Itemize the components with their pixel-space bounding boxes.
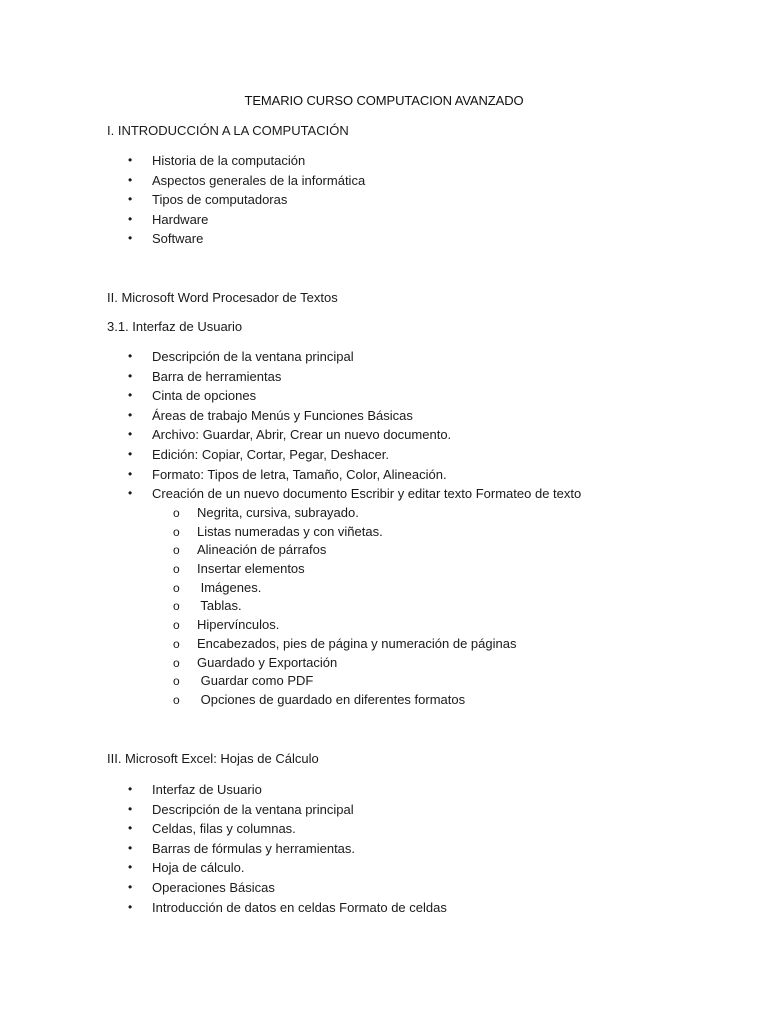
section-heading-1: I. INTRODUCCIÓN A LA COMPUTACIÓN <box>107 123 349 138</box>
bullet-icon: • <box>128 879 133 894</box>
list-item: • Creación de un nuevo documento Escribir y editar texto Formateo de texto <box>0 484 700 504</box>
sublist-item: o Insertar elementos <box>0 560 700 579</box>
bullet-icon: • <box>128 466 133 481</box>
circle-bullet-icon: o <box>173 655 180 670</box>
circle-bullet-icon: o <box>173 543 180 558</box>
section-1-list <box>0 151 700 249</box>
list-item: • Archivo: Guardar, Abrir, Crear un nuevo documento. <box>0 425 700 445</box>
list-item: • Barra de herramientas <box>0 367 700 387</box>
bullet-icon: • <box>128 172 133 187</box>
sublist-item: o Listas numeradas y con viñetas. <box>0 523 700 542</box>
list-item: • Historia de la computación <box>0 151 700 171</box>
sublist-item: o Negrita, cursiva, subrayado. <box>0 504 700 523</box>
circle-bullet-icon: o <box>173 674 180 689</box>
list-item: • Introducción de datos en celdas Formato de celdas <box>0 898 700 918</box>
list-item: • Hoja de cálculo. <box>0 858 700 878</box>
section-heading-3: III. Microsoft Excel: Hojas de Cálculo <box>107 751 319 766</box>
list-item: • Celdas, filas y columnas. <box>0 819 700 839</box>
sublist-item: o Guardado y Exportación <box>0 654 700 673</box>
bullet-icon: • <box>128 368 133 383</box>
circle-bullet-icon: o <box>173 562 180 577</box>
circle-bullet-icon: o <box>173 599 180 614</box>
list-item: • Edición: Copiar, Cortar, Pegar, Deshacer. <box>0 445 700 465</box>
list-item: • Hardware <box>0 210 700 230</box>
list-item: • Operaciones Básicas <box>0 878 700 898</box>
bullet-icon: • <box>128 840 133 855</box>
list-item: • Formato: Tipos de letra, Tamaño, Color, Alineación. <box>0 465 700 485</box>
section-3-list <box>0 780 700 917</box>
section-2-sublist <box>0 504 700 710</box>
list-item: • Software <box>0 229 700 249</box>
list-item: • Áreas de trabajo Menús y Funciones Básicas <box>0 406 700 426</box>
bullet-icon: • <box>128 231 133 246</box>
circle-bullet-icon: o <box>173 580 180 595</box>
bullet-icon: • <box>128 899 133 914</box>
document-title: TEMARIO CURSO COMPUTACION AVANZADO <box>244 93 524 108</box>
sublist-item: o Opciones de guardado en diferentes formatos <box>0 691 700 710</box>
circle-bullet-icon: o <box>173 636 180 651</box>
bullet-icon: • <box>128 388 133 403</box>
sublist-item: o Guardar como PDF <box>0 672 700 691</box>
bullet-icon: • <box>128 801 133 816</box>
list-item: • Cinta de opciones <box>0 386 700 406</box>
sublist-item: o Encabezados, pies de página y numeración de páginas <box>0 635 700 654</box>
sublist-item: o Hipervínculos. <box>0 616 700 635</box>
list-item: • Aspectos generales de la informática <box>0 171 700 191</box>
list-item: • Barras de fórmulas y herramientas. <box>0 839 700 859</box>
circle-bullet-icon: o <box>173 524 180 539</box>
list-item: • Interfaz de Usuario <box>0 780 700 800</box>
bullet-icon: • <box>128 860 133 875</box>
circle-bullet-icon: o <box>173 692 180 707</box>
bullet-icon: • <box>128 446 133 461</box>
list-item: • Descripción de la ventana principal <box>0 347 700 367</box>
bullet-icon: • <box>128 211 133 226</box>
circle-bullet-icon: o <box>173 506 180 520</box>
section-2-list <box>0 347 700 504</box>
sublist-item: o Tablas. <box>0 597 700 616</box>
bullet-icon: • <box>128 153 133 167</box>
bullet-icon: • <box>128 407 133 422</box>
bullet-icon: • <box>128 349 133 363</box>
bullet-icon: • <box>128 192 133 207</box>
bullet-icon: • <box>128 486 133 501</box>
sublist-item: o Imágenes. <box>0 579 700 598</box>
bullet-icon: • <box>128 782 133 796</box>
list-item: • Descripción de la ventana principal <box>0 800 700 820</box>
bullet-icon: • <box>128 427 133 442</box>
subsection-heading: 3.1. Interfaz de Usuario <box>107 319 243 334</box>
list-item: • Tipos de computadoras <box>0 190 700 210</box>
bullet-icon: • <box>128 821 133 836</box>
circle-bullet-icon: o <box>173 618 180 633</box>
section-heading-2: II. Microsoft Word Procesador de Textos <box>107 290 338 305</box>
sublist-item: o Alineación de párrafos <box>0 541 700 560</box>
